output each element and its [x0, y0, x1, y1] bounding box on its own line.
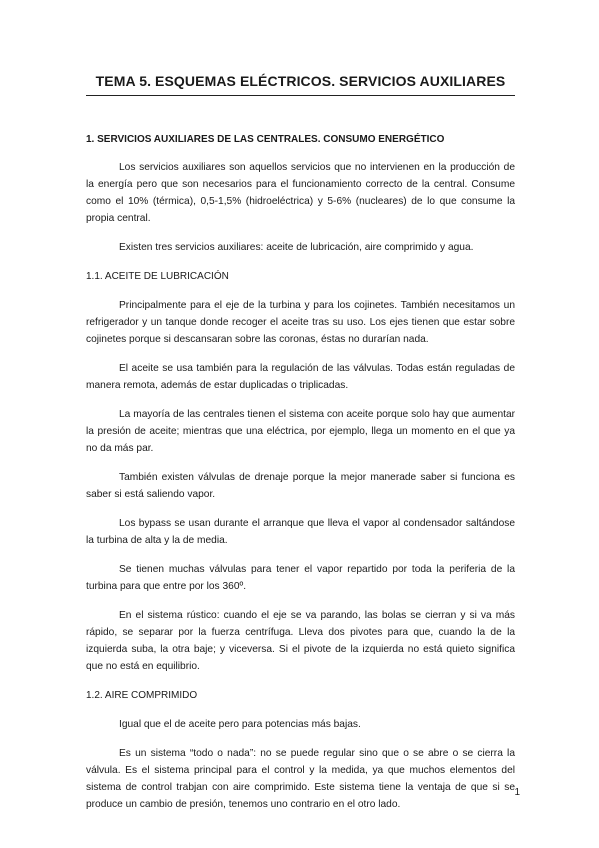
paragraph: Los bypass se usan durante el arranque que lleva el vapor al condensador saltándose la turbina de alta y la de media. [86, 518, 515, 546]
document-title: TEMA 5. ESQUEMAS ELÉCTRICOS. SERVICIOS AUXILIARES [95, 73, 506, 89]
document-body [86, 131, 515, 825]
paragraph: El aceite se usa también para la regulación de las válvulas. Todas están reguladas de manera remota, además de estar duplicadas o triplicadas. [86, 363, 515, 391]
paragraph: Igual que el de aceite pero para potencias más bajas. [119, 719, 361, 730]
section-heading-servicios-auxiliares: 1. SERVICIOS AUXILIARES DE LAS CENTRALES. CONSUMO ENERGÉTICO [86, 134, 445, 145]
paragraph: Existen tres servicios auxiliares: aceite de lubricación, aire comprimido y agua. [119, 242, 474, 253]
paragraph: Los servicios auxiliares son aquellos servicios que no intervienen en la producción de la energía pero que son necesarios para el funcionamiento correcto de la central. Consume como el 10% (térmica), 0,5-1,5% (hidroeléctrica) y 5-6% (nucleares) de lo que consume la propia central. [86, 162, 515, 224]
paragraph: Se tienen muchas válvulas para tener el vapor repartido por toda la periferia de la turbina para que entre por los 360º. [86, 564, 515, 592]
page-number: 1 [514, 787, 520, 798]
paragraph: Principalmente para el eje de la turbina y para los cojinetes. También necesitamos un refrigerador y un tanque donde recoger el aceite tras su uso. Los ejes tienen que estar sobre cojinetes porque si descansaran sobre las coronas, éstas no durarían nada. [86, 300, 515, 345]
subsection-heading-aire-comprimido: 1.2. AIRE COMPRIMIDO [86, 690, 198, 701]
paragraph: Es un sistema “todo o nada”: no se puede regular sino que o se abre o se cierra la válvula. Es el sistema principal para el control y la medida, ya que muchos elementos del sistema de control trabjan con aire comprimido. Este sistema tiene la ventaja de que si se produce un cambio de presión, tenemos uno contrario en el otro lado. [86, 748, 515, 810]
title-underline [86, 95, 515, 96]
subsection-heading-aceite-lubricacion: 1.1. ACEITE DE LUBRICACIÓN [86, 271, 229, 282]
paragraph: También existen válvulas de drenaje porque la mejor manerade saber si funciona es saber si está saliendo vapor. [86, 472, 515, 500]
paragraph: En el sistema rústico: cuando el eje se va parando, las bolas se cierran y si va más rápido, se separar por la fuerza centrífuga. Lleva dos pivotes para que, cuando la de la izquierda suba, la otra baje; y viceversa. Si el pivote de la izquierda no está quieto significa que no está en equilibrio. [86, 610, 515, 672]
paragraph: La mayoría de las centrales tienen el sistema con aceite porque solo hay que aumentar la presión de aceite; mientras que una eléctrica, por ejemplo, llega un momento en el que ya no da más par. [86, 409, 515, 454]
